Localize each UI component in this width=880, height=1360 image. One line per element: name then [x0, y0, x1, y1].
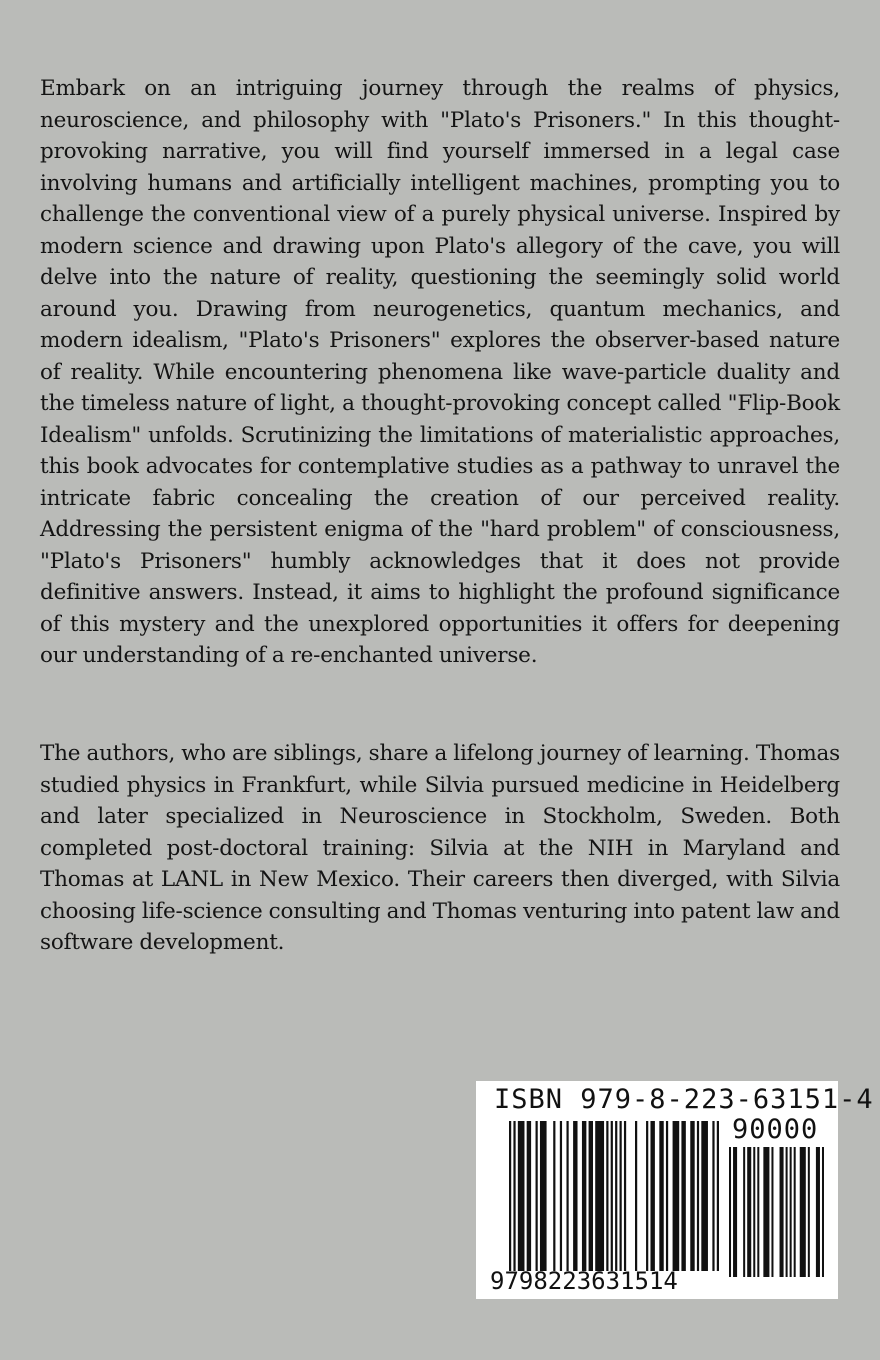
ean-bar-3	[527, 1121, 531, 1271]
addon-bar-11	[794, 1147, 796, 1277]
ean-bar-21	[659, 1121, 663, 1271]
addon-bar-13	[808, 1147, 810, 1277]
ean-bar-2	[518, 1121, 525, 1271]
addon-bar-0	[729, 1147, 731, 1277]
ean-bar-23	[673, 1121, 680, 1271]
ean-bar-17	[624, 1121, 626, 1271]
addon-bar-5	[757, 1147, 759, 1277]
ean-bar-16	[620, 1121, 622, 1271]
barcode-digits: 9798223631514	[490, 1267, 678, 1295]
ean-bar-6	[553, 1121, 555, 1271]
ean-bar-0	[509, 1121, 511, 1271]
ean-bar-7	[560, 1121, 562, 1271]
ean-bar-4	[536, 1121, 538, 1271]
ean-bar-29	[717, 1121, 719, 1271]
ean-bar-22	[666, 1121, 668, 1271]
addon-bar-10	[790, 1147, 792, 1277]
addon-bar-12	[800, 1147, 806, 1277]
ean-bar-13	[606, 1121, 608, 1271]
book-description: Embark on an intriguing journey through the realms of physics, neuroscience, and philosophy with "Plato's Prisoners." In this thought-provoking narrative, you will find yourself immersed in a legal case involving humans and artificially intelligent machines, prompting you to challenge the conventional view of a purely physical universe. Inspired by modern science and drawing upon Plato's allegory of the cave, you will delve into the nature of reality, questioning the seemingly solid world around you. Drawing from neurogenetics, quantum mechanics, and modern idealism, "Plato's Prisoners" explores the observer-based nature of reality. While encountering phenomena like wave-particle duality and the timeless nature of light, a thought-provoking concept called "Flip-Book Idealism" unfolds. Scrutinizing the limitations of materialistic approaches, this book advocates for contemplative studies as a pathway to unravel the intricate fabric concealing the creation of our perceived reality. Addressing the persistent enigma of the "hard problem" of consciousness, "Plato's Prisoners" humbly acknowledges that it does not provide definitive answers. Instead, it aims to highlight the profound significance of this mystery and the unexplored opportunities it offers for deepening our understanding of a re-enchanted universe.	[40, 76, 840, 668]
addon-bar-14	[816, 1147, 820, 1277]
ean-bar-14	[611, 1121, 613, 1271]
ean-bar-20	[650, 1121, 654, 1271]
ean-bar-10	[582, 1121, 586, 1271]
addon-bar-2	[743, 1147, 745, 1277]
isbn-label: ISBN 979-8-223-63151-4	[494, 1084, 874, 1115]
addon-bar-15	[822, 1147, 824, 1277]
ean-bar-5	[540, 1121, 547, 1271]
addon-bar-9	[786, 1147, 788, 1277]
ean-bar-24	[681, 1121, 685, 1271]
ean-bar-18	[635, 1121, 637, 1271]
isbn-barcode	[476, 1081, 874, 1299]
ean13-bars	[509, 1121, 719, 1271]
addon-bar-3	[747, 1147, 751, 1277]
addon-bar-4	[753, 1147, 755, 1277]
ean-bar-26	[697, 1121, 699, 1271]
ean-bar-28	[712, 1121, 714, 1271]
addon-bars	[729, 1147, 824, 1277]
ean-bar-27	[701, 1121, 708, 1271]
author-bio: The authors, who are siblings, share a lifelong journey of learning. Thomas studied physics in Frankfurt, while Silvia pursued medicine in Heidelberg and later specialized in Neuroscience in Stockholm, Sweden. Both completed post-doctoral training: Silvia at the NIH in Maryland and Thomas at LANL in New Mexico. Their careers then diverged, with Silvia choosing life-science consulting and Thomas venturing into patent law and software development.	[40, 741, 840, 955]
addon-bar-7	[771, 1147, 773, 1277]
ean-bar-12	[595, 1121, 604, 1271]
addon-bar-8	[780, 1147, 784, 1277]
ean-bar-25	[690, 1121, 694, 1271]
ean-bar-19	[646, 1121, 648, 1271]
ean-bar-15	[615, 1121, 617, 1271]
ean-bar-8	[566, 1121, 568, 1271]
ean-bar-11	[589, 1121, 593, 1271]
price-code: 90000	[732, 1114, 819, 1145]
ean-bar-9	[573, 1121, 577, 1271]
addon-bar-6	[763, 1147, 769, 1277]
addon-bar-1	[733, 1147, 737, 1277]
ean-bar-1	[513, 1121, 515, 1271]
